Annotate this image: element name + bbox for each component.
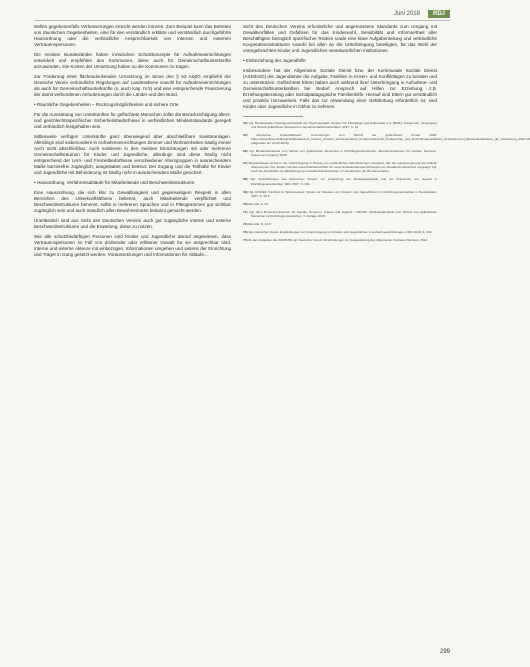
footnote-text: Vgl. Deutscher Verein: Empfehlungen zur Unterbringung von Kindern und Jugendlichen in Aufnahmeeinrichtungen, NDV 2018, S. 249. xyxy=(248,229,433,234)
footnote-number: 67) xyxy=(243,161,248,166)
bullet-heading: • Hausordnung, Verfahrensabläufe für Mitarbeitende und Beschwerdestrukturen xyxy=(34,180,195,185)
footnote-text: Ebenda, S. 14 ff. xyxy=(248,221,272,226)
footnote-number: 66) xyxy=(243,149,248,154)
running-header xyxy=(394,10,450,18)
footnote-text: Vgl. Bundesweite Arbeitsgemeinschaft der Psychosozialen Zentren für Flüchtlinge und Folteropfer e.V. (BAfF): Ankommen, Versorgung und Schutz geflüchteter Menschen in Gemeinschaftsunterkünften, 2017, S. 12. xyxy=(248,121,437,130)
footnote-text: Zu den Aufgaben des ASD/KSD vgl. Deutscher Verein: Empfehlungen zur Ausgestaltung des Allgemeinen Sozialen Dienstes, 2014. xyxy=(248,237,429,242)
paragraph: Sicht des Deutschen Vereins erforderliche und angemessene Standards zum Umgang mit Gewaltvorfällen und Gefahren für das Kindeswohl, Sensibilität und Informiertheit aller Beschäftigten bezüglich spezifischer Risiken sowie eine klare Aufgabenteilung und verbindliche Kooperationsstrukturen sowohl bei allen an der Unterbringung beteiligten, für das Wohl der untergebrachten Kinder und Jugendlichen verantwortlichen Institutionen. xyxy=(243,24,437,53)
footnote xyxy=(243,177,437,185)
footnote-text: Ebenda, S. 32. xyxy=(248,201,269,206)
right-column xyxy=(243,24,530,634)
bullet-heading: • Räumliche Gegebenheiten – Rückzugsmöglichkeiten und sichere Orte xyxy=(34,102,179,107)
footnote-number: 68) xyxy=(243,177,248,182)
bullet-heading: • Einbeziehung der Jugendhilfe xyxy=(243,58,306,63)
header-date: Juni 2018 xyxy=(393,11,420,17)
footnote-number: 74) xyxy=(243,237,248,242)
left-column xyxy=(34,24,231,634)
footnote xyxy=(243,230,437,234)
footnote xyxy=(243,202,437,206)
footnote-number: 64) xyxy=(243,121,248,125)
paragraph: Mittlerweile verfügen Unterkünfte ganz überwiegend über abschließbare Sanitäranlagen. Allerdings sind insbesondere in Aufnahmeeinrichtungen Zimmer und Wohneinheiten häufig immer noch nicht abschließbar. Auch existieren in den meisten Einrichtungen mit oder mehreren Gemeinschaftsräumen für Kinder und Jugendliche, allerdings sind diese häufig nicht entsprechend der Lern- und Freizeitbedürfnisse verschiedener Altersgruppen in ausreichendem Maße barrierefrei zugänglich, ausgestattet und betreut. Der Zugang und die Teilhabe für Kinder und Jugendliche mit Behinderung ist häufig nicht in ausreichendem Maße gesichert. xyxy=(34,134,231,175)
footnote-number: 72) xyxy=(243,221,248,226)
footnote-text: Vgl. UNICEF: Kindheit im Wartezustand. Studie zur Situation von Kindern und Jugendlichen in Flüchtlingsunterkünften in Deutschland, 2017, S. 26 ff. xyxy=(248,189,437,198)
footnote-text: Vgl. Empfehlungen des Deutschen Vereins zur Umsetzung der Mindeststandards und zur Prävention von Gewalt in Flüchtlingsunterkünften, NDV 2017, S. 101. xyxy=(250,177,437,186)
section-badge: RDJ xyxy=(428,10,450,18)
footnote-number: 69) xyxy=(243,189,248,194)
footnote xyxy=(243,222,437,226)
footnote xyxy=(243,121,437,129)
footnote-number: 65) xyxy=(243,133,248,138)
footnote-number: 70) xyxy=(243,201,248,206)
footnote xyxy=(243,149,437,157)
paragraph: Die meisten Bundesländer haben inzwischen Schutzkonzepte für Aufnahmeeinrichtungen entwickelt und empfehlen den Kommunen, diese auch für Gemeinschaftsunterkünfte anzuwenden. Die Kosten der Umsetzung haben so die Kommunen zu tragen. xyxy=(34,52,231,69)
footnote xyxy=(243,238,437,242)
footnote-text: Beispielsweise wurde in der Unterbringung in Hessen ein verbindliches Schutzkonzept entwickelt, das die Landesregierung als Leitlinie übernommen hat. Zudem hat das Land Rheinland-Pfalz für seine Erstaufnahmeeinrichtungen ein Gewaltschutzkonzept vorgelegt. Vgl. auch die Arbeitshilfe zur Einführung von Gewaltschutzkonzepten in Unterkünften der Bundesinitiative. xyxy=(248,161,437,174)
paragraph: Für die Ausstattung von Unterkünften für geflüchtete Menschen sollte die Berücksichtigung alters- und geschlechtsspezifischer Sicherheitsbedürfnisse in verbindlichen Mindeststandards geregelt und verbindlich festgehalten sein. xyxy=(34,112,231,129)
footnote-number: 71) xyxy=(243,209,248,214)
footnote-text: Vgl. Mindeststandards zum Schutz von geflüchteten Menschen in Flüchtlingsunterkünften, Bundesministerium für Familie, Senioren, Frauen und Jugend, 2018. xyxy=(248,149,437,158)
footnote-rule xyxy=(243,116,303,117)
paragraph: Insbesondere hat der Allgemeine Soziale Dienst bzw. der Kommunale Soziale Dienst (ASD/KSD) der Jugendämter die Aufgabe, Familien in Krisen- und Konfliktlagen zu beraten und zu unterstützen. Geflüchtete Eltern haben auch während ihrer Unterbringung in Aufnahme- und Gemeinschaftsunterkünften bei Bedarf Anspruch auf Hilfen zur Erziehung, z.B. Erziehungsberatung oder Sozialpädagogische Familienhilfe. Hierauf sind Eltern gut verständlich und proaktiv hinzuweisen. Falls das zur Abwendung einer Gefährdung erforderlich ist, sind Kinder oder Jugendliche in Obhut zu nehmen. xyxy=(243,68,437,109)
paragraph: Eine Hausordnung, die sich klar zu Gewaltlosigkeit und gegenseitigem Respekt in allen Bereichen des Unterkunftslebens bekennt, auch Mitarbeitende verpflichtet und Beschwerdestrukturen benennt, sollte in mehreren Sprachen und in Piktogrammen gut sichtbar zugänglich sein und auch mündlich allen Bewohnerinnen bekannt gemacht werden. xyxy=(34,190,231,213)
footnote xyxy=(243,161,437,173)
paragraph: Zur Förderung einer flächendeckenden Umsetzung im Sinne des § 53 AsylG empfiehlt der Deutsche Verein verbindliche Regelungen auf Landesebene sowohl für Aufnahmeeinrichtungen als auch für Gemeinschaftsunterkünfte (s. auch Kap. IV.5) und eine entsprechende Finanzierung der damit verbundenen Anforderungen durch die Länder und den Bund. xyxy=(34,74,231,97)
paragraph: Unerlässlich sind aus Sicht des Deutschen Vereins auch gut zugängliche interne und externe Beschwerdestrukturen und die Erwartung, diese zu nutzen. xyxy=(34,218,231,229)
page-number: 299 xyxy=(439,649,450,655)
footnote-text: Deutsches Kinderhilfswerk: Umsetzungen zum Schutz der geflüchteten Kinder 2018, https://www.dkhw.de/fileadmin/Redaktion/1_Unsere_Arbeit/1_Schwerpunkte/2_Kinderrechte/2.20_Kinderrechte_und_Flucht/Bundesinitiative_Schutzkonzept_Bestandsaufnahme_der_Umsetzung_2018.pdf (abgerufen am 14.05.2018). xyxy=(251,133,530,146)
footnote xyxy=(243,210,437,218)
paragraph: Wie alle schutzbedürftigen Personen sind Kinder und Jugendliche darauf angewiesen, dass Vertrauenspersonen im Fall von drohender oder erlittener Gewalt für sie ansprechbar sind. Interne und externe Akteure mit einbezogen, Informationen umgehen und seitens der Einrichtung und Träger in Gang gesetzt werden. Voraussetzungen und Informationen für Abläufe... xyxy=(34,234,231,257)
footnote xyxy=(243,190,437,198)
header-rule xyxy=(34,20,450,21)
paragraph: stellen gegebenenfalls Verbesserungen erreicht werden können. Zum Beispiel kann das Betreten von räumlichen Gegebenheiten, eine für den verständlich erklärte und verständlich durchgeführte Hausordnung oder die verbindliche Ansprechbarkeit von internen und externen Vertrauenspersonen. xyxy=(34,24,231,47)
footnote xyxy=(243,133,530,146)
footnote-text: Vgl. dazu Bundesministerium für Familie, Senioren, Frauen und Jugend / UNICEF: Mindeststandards zum Schutz von geflüchteten Menschen in Flüchtlingsunterkünften, 3. Auflage 2018. xyxy=(248,209,437,218)
footnote-number: 73) xyxy=(243,229,248,234)
